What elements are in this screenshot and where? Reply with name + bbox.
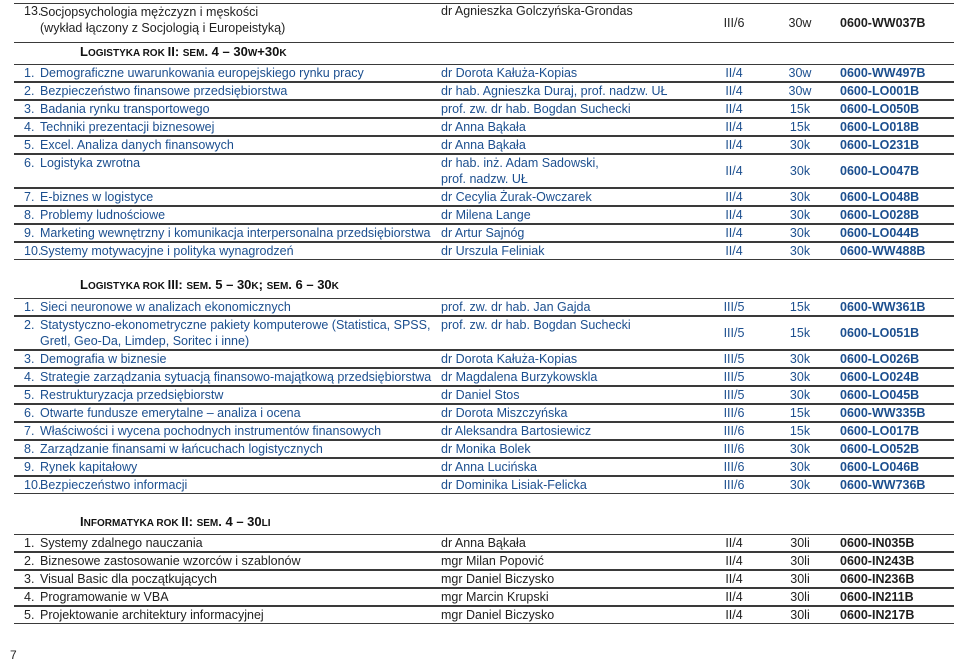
- course-code: 0600-LO024B: [840, 369, 920, 384]
- table-row: [14, 552, 954, 570]
- course-code: 0600-IN211B: [840, 589, 914, 604]
- hours: 30li: [790, 589, 810, 604]
- row-number: 1.: [24, 300, 35, 314]
- course-title: E-biznes w logistyce: [40, 190, 154, 204]
- semester: III/5: [723, 387, 745, 402]
- course-title: Marketing wewnętrzny i komunikacja interpersonalna przedsiębiorstwa: [40, 226, 431, 240]
- teacher-name: dr Anna Bąkała: [441, 120, 526, 134]
- row-number: 3.: [24, 572, 35, 586]
- semester: III/6: [723, 15, 745, 30]
- hours: 15k: [789, 119, 811, 134]
- hours: 30k: [789, 225, 811, 240]
- course-title: Visual Basic dla początkujących: [40, 572, 217, 586]
- hours: 15k: [789, 405, 811, 420]
- row-number: 8.: [24, 442, 35, 456]
- semester: II/4: [725, 101, 743, 116]
- course-code: 0600-LO045B: [840, 387, 920, 402]
- row-number: 1.: [24, 536, 35, 550]
- teacher-name: prof. zw. dr hab. Jan Gajda: [441, 300, 591, 314]
- table-row: [14, 136, 954, 154]
- table-row: [14, 3, 954, 43]
- section-header-informatics-2: INFORMATYKA ROK II: SEM. 4 – 30LI: [80, 514, 271, 529]
- hours: 15k: [789, 299, 811, 314]
- course-code: 0600-LO052B: [840, 441, 920, 456]
- teacher-name: dr Magdalena Burzykowskla: [441, 370, 598, 384]
- semester: III/6: [723, 459, 745, 474]
- course-title: Rynek kapitałowy: [40, 460, 138, 474]
- course-title: Restrukturyzacja przedsiębiorstw: [40, 388, 224, 402]
- teacher-name: dr Anna Lucińska: [441, 460, 537, 474]
- course-title: Statystyczno-ekonometryczne pakiety komputerowe (Statistica, SPSS, Gretl, Geo-Da, Limdep, Soritec i inne): [40, 318, 431, 348]
- row-number: 4.: [24, 590, 35, 604]
- row-number: 2.: [24, 318, 35, 332]
- teacher-name: dr Dominika Lisiak-Felicka: [441, 478, 587, 492]
- hours: 30k: [789, 387, 811, 402]
- row-number: 2.: [24, 554, 35, 568]
- row-number: 3.: [24, 352, 35, 366]
- teacher-name: dr Dorota Kałuża-Kopias: [441, 66, 578, 80]
- teacher-name: dr Aleksandra Bartosiewicz: [441, 424, 592, 438]
- teacher-name: dr Cecylia Żurak-Owczarek: [441, 190, 592, 204]
- teacher-name: dr Daniel Stos: [441, 388, 520, 402]
- course-code: 0600-IN243B: [840, 553, 915, 568]
- semester: II/4: [725, 607, 743, 622]
- hours: 30k: [789, 243, 811, 258]
- semester: II/4: [725, 589, 743, 604]
- hours: 30k: [789, 137, 811, 152]
- hours: 30k: [789, 477, 811, 492]
- course-title: Demograficzne uwarunkowania europejskiego rynku pracy: [40, 66, 364, 80]
- course-title: Bezpieczeństwo finansowe przedsiębiorstwa: [40, 84, 288, 98]
- hours: 30k: [789, 207, 811, 222]
- course-code: 0600-LO048B: [840, 189, 920, 204]
- course-code: 0600-LO028B: [840, 207, 920, 222]
- table-row: [14, 404, 954, 422]
- semester: III/6: [723, 477, 745, 492]
- hours: 15k: [789, 325, 811, 340]
- hours: 30w: [788, 83, 812, 98]
- course-code: 0600-LO017B: [840, 423, 920, 438]
- row-number: 1.: [24, 66, 35, 80]
- course-code: 0600-LO026B: [840, 351, 920, 366]
- section-header-logistics-3: LOGISTYKA ROK III: SEM. 5 – 30K; SEM. 6 – 30K: [80, 277, 339, 292]
- course-code: 0600-LO047B: [840, 163, 920, 178]
- semester: III/6: [723, 423, 745, 438]
- row-number: 5.: [24, 608, 35, 622]
- row-number: 4.: [24, 120, 35, 134]
- table-row: [14, 350, 954, 368]
- semester: II/4: [725, 553, 743, 568]
- semester: III/5: [723, 299, 745, 314]
- teacher-name: mgr Daniel Biczysko: [441, 608, 555, 622]
- table-row: [14, 458, 954, 476]
- row-number: 7.: [24, 424, 35, 438]
- course-title: Projektowanie architektury informacyjnej: [40, 608, 264, 622]
- course-code: 0600-WW497B: [840, 65, 926, 80]
- row-number: 10.: [24, 478, 42, 492]
- semester: II/4: [725, 571, 743, 586]
- row-number: 13.: [24, 4, 42, 18]
- course-title: Socjopsychologia mężczyzn i męskości (wykład łączony z Socjologią i Europeistyką): [40, 5, 286, 35]
- table-row: [14, 316, 954, 350]
- semester: II/4: [725, 243, 743, 258]
- course-code: 0600-LO050B: [840, 101, 920, 116]
- course-code: 0600-WW361B: [840, 299, 926, 314]
- hours: 30w: [788, 65, 812, 80]
- semester: II/4: [725, 65, 743, 80]
- row-number: 6.: [24, 406, 35, 420]
- course-code: 0600-IN236B: [840, 571, 915, 586]
- section-header-logistics-2: LOGISTYKA ROK II: SEM. 4 – 30W+30K: [80, 44, 287, 59]
- semester: II/4: [725, 207, 743, 222]
- course-title: Systemy zdalnego nauczania: [40, 536, 203, 550]
- course-title: Techniki prezentacji biznesowej: [40, 120, 215, 134]
- row-number: 6.: [24, 156, 35, 170]
- teacher-name: mgr Daniel Biczysko: [441, 572, 555, 586]
- table-row: [14, 368, 954, 386]
- table-row: [14, 298, 954, 316]
- table-row: [14, 386, 954, 404]
- table-row: [14, 64, 954, 82]
- course-title: Excel. Analiza danych finansowych: [40, 138, 234, 152]
- course-title: Biznesowe zastosowanie wzorców i szablonów: [40, 554, 301, 568]
- table-row: [14, 100, 954, 118]
- course-code: 0600-LO231B: [840, 137, 920, 152]
- teacher-name: prof. zw. dr hab. Bogdan Suchecki: [441, 318, 631, 332]
- row-number: 2.: [24, 84, 35, 98]
- course-title: Otwarte fundusze emerytalne – analiza i ocena: [40, 406, 301, 420]
- semester: II/4: [725, 163, 743, 178]
- teacher-name: mgr Milan Popović: [441, 554, 544, 568]
- course-code: 0600-LO001B: [840, 83, 920, 98]
- semester: II/4: [725, 119, 743, 134]
- course-title: Demografia w biznesie: [40, 352, 167, 366]
- teacher-name: dr Agnieszka Golczyńska-Grondas: [441, 4, 633, 18]
- semester: III/5: [723, 351, 745, 366]
- teacher-name: dr Anna Bąkała: [441, 536, 526, 550]
- course-title: Programowanie w VBA: [40, 590, 169, 604]
- row-number: 3.: [24, 102, 35, 116]
- row-number: 4.: [24, 370, 35, 384]
- hours: 30k: [789, 351, 811, 366]
- semester: II/4: [725, 535, 743, 550]
- teacher-name: dr Monika Bolek: [441, 442, 531, 456]
- row-number: 8.: [24, 208, 35, 222]
- course-title: Systemy motywacyjne i polityka wynagrodzeń: [40, 244, 294, 258]
- semester: III/5: [723, 325, 745, 340]
- course-title: Problemy ludnościowe: [40, 208, 166, 222]
- hours: 30w: [788, 15, 812, 30]
- course-title: Logistyka zwrotna: [40, 156, 141, 170]
- hours: 15k: [789, 423, 811, 438]
- hours: 30k: [789, 441, 811, 456]
- semester: II/4: [725, 83, 743, 98]
- semester: II/4: [725, 189, 743, 204]
- table-row: [14, 118, 954, 136]
- hours: 15k: [789, 101, 811, 116]
- course-code: 0600-WW037B: [840, 15, 926, 30]
- table-row: [14, 422, 954, 440]
- table-row: [14, 606, 954, 624]
- hours: 30li: [790, 571, 810, 586]
- semester: II/4: [725, 137, 743, 152]
- row-number: 9.: [24, 460, 35, 474]
- hours: 30k: [789, 163, 811, 178]
- row-number: 5.: [24, 138, 35, 152]
- course-code: 0600-IN217B: [840, 607, 915, 622]
- semester: III/5: [723, 369, 745, 384]
- teacher-name: mgr Marcin Krupski: [441, 590, 549, 604]
- row-number: 7.: [24, 190, 35, 204]
- teacher-name: dr Dorota Miszczyńska: [441, 406, 568, 420]
- teacher-name: prof. zw. dr hab. Bogdan Suchecki: [441, 102, 631, 116]
- course-code: 0600-WW488B: [840, 243, 926, 258]
- table-row: [14, 440, 954, 458]
- row-number: 9.: [24, 226, 35, 240]
- semester: III/6: [723, 405, 745, 420]
- hours: 30li: [790, 607, 810, 622]
- teacher-name: dr Artur Sajnóg: [441, 226, 525, 240]
- course-code: 0600-WW736B: [840, 477, 926, 492]
- row-number: 5.: [24, 388, 35, 402]
- teacher-name: dr hab. inż. Adam Sadowski, prof. nadzw. UŁ: [441, 156, 599, 186]
- table-row: [14, 188, 954, 206]
- course-code: 0600-WW335B: [840, 405, 926, 420]
- course-title: Strategie zarządzania sytuacją finansowo-majątkową przedsiębiorstwa: [40, 370, 432, 384]
- semester: II/4: [725, 225, 743, 240]
- course-title: Właściwości i wycena pochodnych instrumentów finansowych: [40, 424, 382, 438]
- table-row: [14, 224, 954, 242]
- hours: 30k: [789, 369, 811, 384]
- table-row: [14, 242, 954, 260]
- table-row: [14, 476, 954, 494]
- table-row: [14, 206, 954, 224]
- semester: III/6: [723, 441, 745, 456]
- table-row: [14, 82, 954, 100]
- teacher-name: dr Dorota Kałuża-Kopias: [441, 352, 578, 366]
- course-title: Badania rynku transportowego: [40, 102, 210, 116]
- page-number: 7: [10, 648, 17, 662]
- row-number: 10.: [24, 244, 42, 258]
- table-row: [14, 154, 954, 188]
- course-title: Zarządzanie finansami w łańcuchach logistycznych: [40, 442, 323, 456]
- hours: 30li: [790, 535, 810, 550]
- course-code: 0600-LO046B: [840, 459, 920, 474]
- hours: 30k: [789, 459, 811, 474]
- course-code: 0600-IN035B: [840, 535, 915, 550]
- table-row: [14, 570, 954, 588]
- course-code: 0600-LO051B: [840, 325, 920, 340]
- teacher-name: dr Anna Bąkała: [441, 138, 526, 152]
- table-row: [14, 534, 954, 552]
- course-title: Sieci neuronowe w analizach ekonomicznych: [40, 300, 291, 314]
- hours: 30k: [789, 189, 811, 204]
- teacher-name: dr hab. Agnieszka Duraj, prof. nadzw. UŁ: [441, 84, 668, 98]
- hours: 30li: [790, 553, 810, 568]
- course-code: 0600-LO044B: [840, 225, 920, 240]
- table-row: [14, 588, 954, 606]
- course-title: Bezpieczeństwo informacji: [40, 478, 188, 492]
- teacher-name: dr Urszula Feliniak: [441, 244, 545, 258]
- teacher-name: dr Milena Lange: [441, 208, 531, 222]
- course-code: 0600-LO018B: [840, 119, 920, 134]
